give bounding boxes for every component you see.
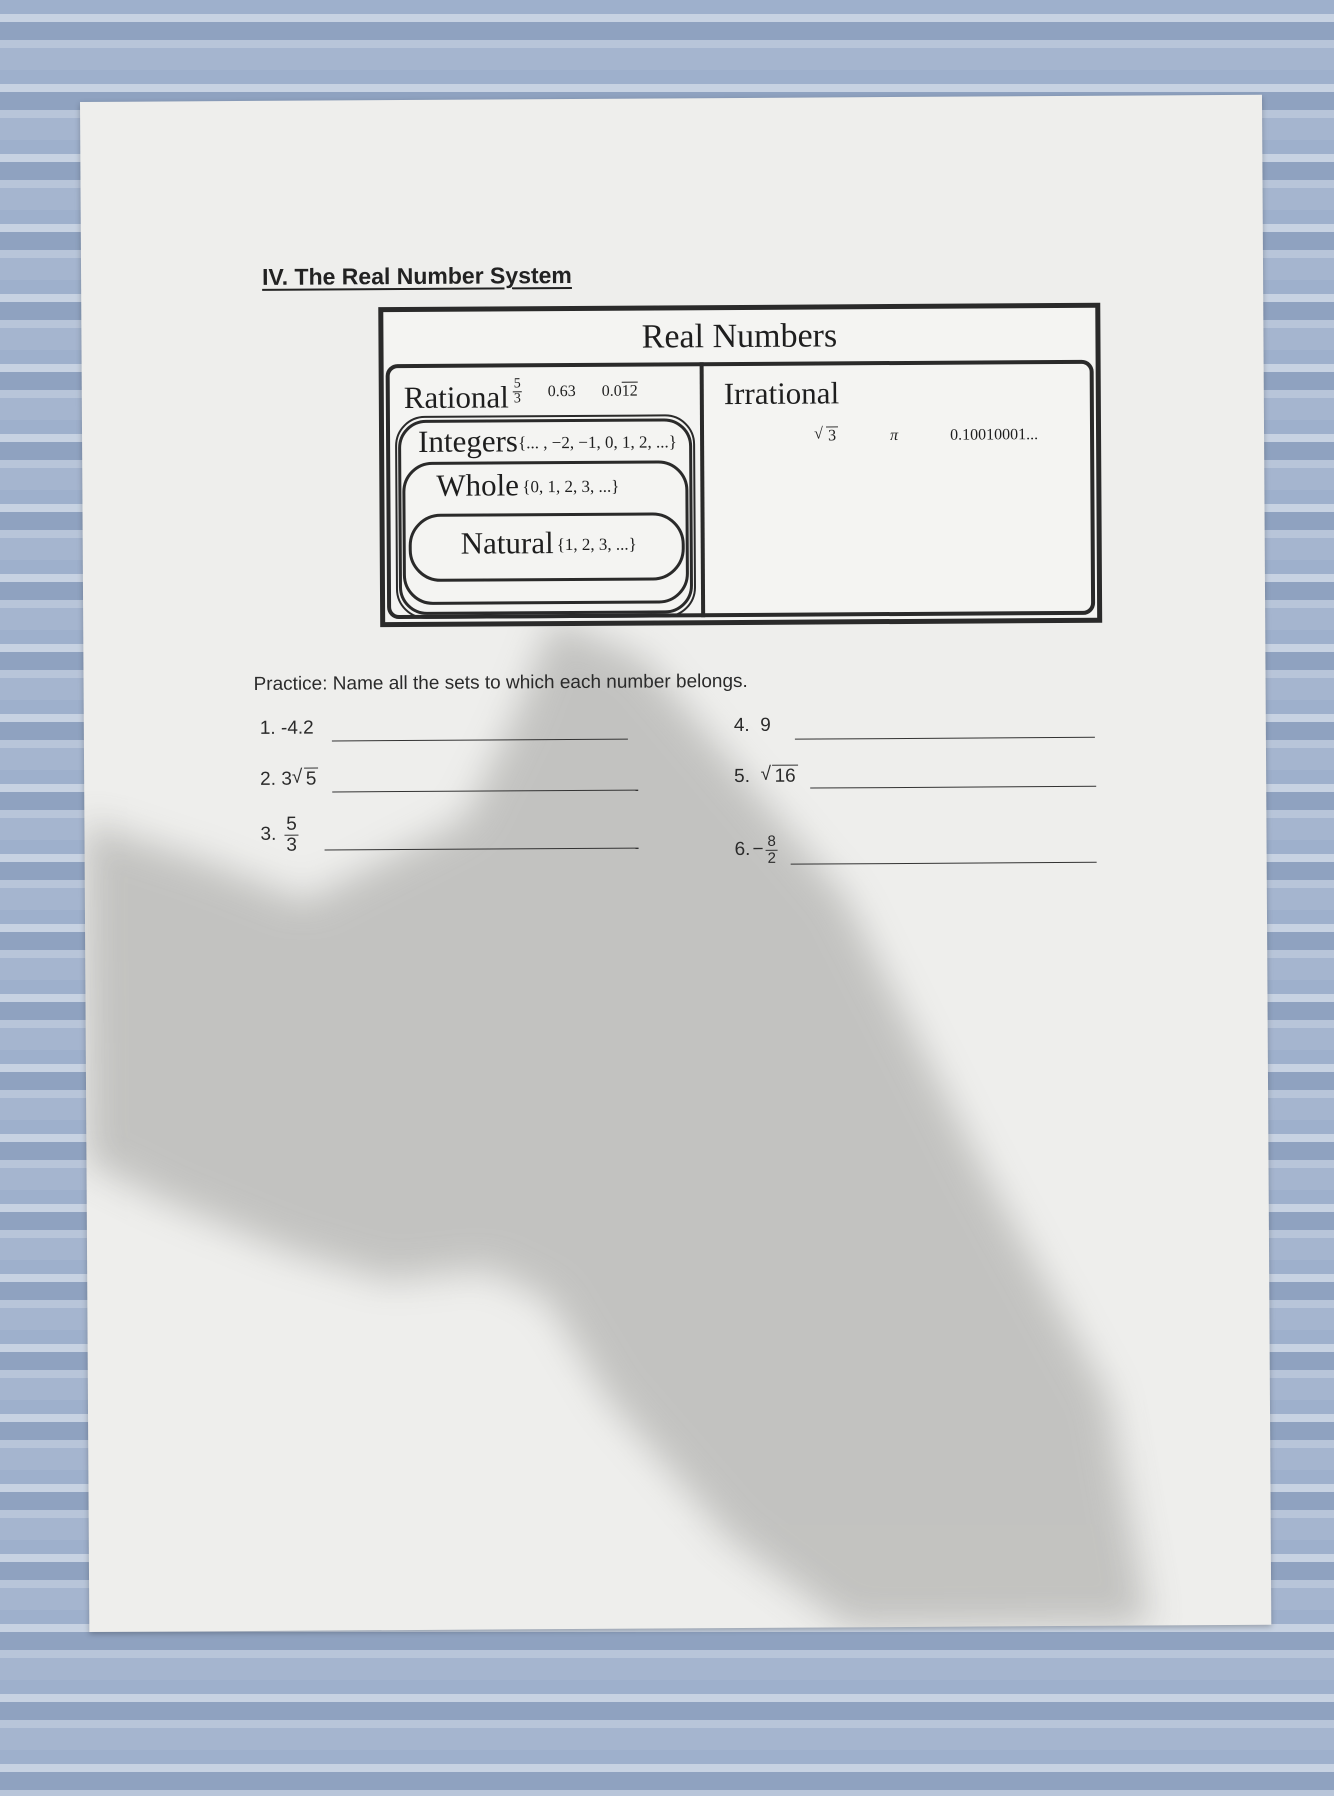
question-fraction bbox=[765, 834, 778, 867]
question-6 bbox=[734, 834, 778, 867]
answer-blank-4[interactable] bbox=[795, 737, 1095, 740]
irrational-example-pi: π bbox=[890, 427, 899, 445]
natural-label: Natural bbox=[460, 525, 554, 561]
rational-examples bbox=[513, 377, 638, 407]
rational-example-decimal: 0.63 bbox=[547, 382, 576, 400]
repeating-prefix: 0.0 bbox=[601, 382, 622, 400]
diagram-title: Real Numbers bbox=[641, 317, 838, 356]
fraction-numerator: 8 bbox=[765, 834, 777, 851]
question-number: 6. bbox=[734, 839, 751, 861]
answer-blank-1[interactable] bbox=[332, 739, 628, 742]
answer-blank-3[interactable] bbox=[325, 848, 639, 851]
worksheet-paper bbox=[80, 95, 1271, 1632]
question-value: 9 bbox=[760, 714, 771, 736]
answer-blank-6[interactable] bbox=[791, 862, 1097, 865]
question-5 bbox=[734, 766, 798, 788]
root-radicand: 3 bbox=[826, 426, 838, 444]
question-root bbox=[292, 769, 319, 791]
question-number: 5. bbox=[734, 765, 751, 788]
section-title: IV. The Real Number System bbox=[261, 261, 572, 290]
question-radicand: 16 bbox=[772, 765, 797, 787]
question-2 bbox=[260, 769, 318, 791]
whole-set: {0, 1, 2, 3, ...} bbox=[522, 476, 620, 497]
real-number-diagram bbox=[378, 303, 1102, 627]
question-1 bbox=[260, 718, 314, 740]
answer-blank-2[interactable] bbox=[332, 790, 638, 793]
natural-set: {1, 2, 3, ...} bbox=[556, 534, 637, 555]
integers-set: {... , −2, −1, 0, 1, 2, ...} bbox=[518, 432, 677, 453]
fraction-denominator: 2 bbox=[767, 849, 776, 867]
repeating-digits: 12 bbox=[621, 382, 638, 400]
question-3 bbox=[260, 815, 299, 856]
question-radicand: 5 bbox=[304, 768, 319, 790]
question-number: 3. bbox=[260, 824, 277, 846]
question-sign: − bbox=[752, 839, 764, 861]
rational-irrational-box bbox=[386, 360, 1096, 619]
fraction-numerator: 5 bbox=[513, 376, 521, 392]
practice-prompt: Practice: Name all the sets to which each number belongs. bbox=[253, 670, 748, 695]
question-number: 2. bbox=[260, 768, 277, 790]
question-root bbox=[760, 766, 797, 788]
question-number: 1. bbox=[259, 717, 276, 739]
question-4 bbox=[734, 715, 771, 737]
rational-irrational-divider bbox=[700, 362, 706, 617]
question-coefficient: 3 bbox=[281, 768, 292, 790]
rational-example-repeating bbox=[602, 382, 638, 400]
fraction-denominator: 3 bbox=[286, 834, 298, 856]
whole-label: Whole bbox=[436, 467, 520, 503]
irrational-examples bbox=[814, 426, 1038, 445]
fraction-denominator: 3 bbox=[513, 391, 521, 407]
question-fraction bbox=[284, 815, 299, 856]
answer-blank-5[interactable] bbox=[810, 786, 1096, 789]
rational-example-fraction bbox=[513, 377, 522, 406]
rational-label: Rational bbox=[403, 379, 509, 416]
fraction-numerator: 5 bbox=[284, 815, 299, 836]
integers-label: Integers bbox=[417, 423, 519, 459]
question-value: -4.2 bbox=[280, 717, 314, 739]
irrational-label: Irrational bbox=[723, 375, 840, 412]
question-number: 4. bbox=[733, 714, 750, 737]
irrational-example-root bbox=[814, 427, 838, 445]
irrational-example-decimal: 0.10010001... bbox=[950, 426, 1039, 444]
